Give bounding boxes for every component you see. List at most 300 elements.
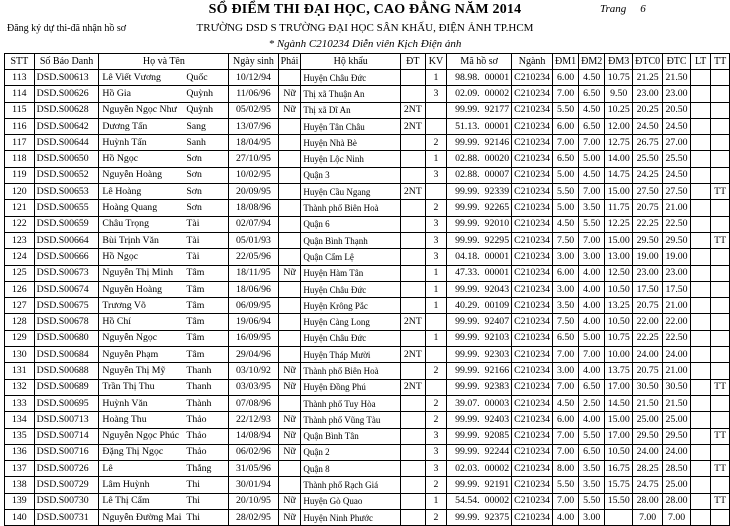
cell-hk: Quận Cẩm Lệ bbox=[301, 249, 401, 265]
cell-lt bbox=[690, 363, 710, 379]
cell-ma-ho-so-prefix: 99.99. bbox=[455, 283, 480, 295]
cell-lt bbox=[690, 330, 710, 346]
cell-ho: Nguyễn Hoàng bbox=[99, 281, 186, 297]
cell-ma-ho-so bbox=[447, 330, 512, 346]
cell-dm2: 4.50 bbox=[579, 167, 605, 183]
cell-dtc: 21.00 bbox=[663, 200, 691, 216]
cell-dm3: 14.50 bbox=[605, 395, 633, 411]
cell-dtc: 21.00 bbox=[663, 363, 691, 379]
cell-sbd: DSD.S00674 bbox=[34, 281, 99, 297]
cell-dt: 2NT bbox=[401, 347, 426, 363]
cell-ten: Tâm bbox=[186, 265, 228, 281]
cell-ma-ho-so bbox=[447, 86, 512, 102]
cell-dt bbox=[401, 167, 426, 183]
cell-kv: 3 bbox=[425, 428, 447, 444]
cell-hk: Huyện Tháp Mười bbox=[301, 347, 401, 363]
cell-ma-ho-so-number: 92403 bbox=[484, 413, 510, 425]
table-row bbox=[5, 249, 730, 265]
cell-dm1: 7.00 bbox=[553, 493, 579, 509]
cell-nganh: C210234 bbox=[512, 461, 553, 477]
cell-ns: 14/08/94 bbox=[229, 428, 278, 444]
cell-sbd: DSD.S00628 bbox=[34, 102, 99, 118]
cell-ma-ho-so bbox=[447, 70, 512, 86]
cell-stt: 140 bbox=[5, 510, 35, 526]
cell-nganh: C210234 bbox=[512, 118, 553, 134]
cell-ma-ho-so-prefix: 02.88. bbox=[455, 153, 480, 165]
cell-ten: Sơn bbox=[186, 167, 228, 183]
cell-sbd: DSD.S00689 bbox=[34, 379, 99, 395]
cell-nganh: C210234 bbox=[512, 347, 553, 363]
cell-ten: Thảo bbox=[186, 412, 228, 428]
cell-dm2: 7.00 bbox=[579, 232, 605, 248]
cell-dm3: 12.50 bbox=[605, 265, 633, 281]
cell-dm1: 6.00 bbox=[553, 118, 579, 134]
cell-ns: 18/06/96 bbox=[229, 281, 278, 297]
cell-phai bbox=[278, 232, 301, 248]
cell-ma-ho-so bbox=[447, 298, 512, 314]
cell-ns: 20/09/95 bbox=[229, 184, 278, 200]
cell-dt bbox=[401, 444, 426, 460]
table-row bbox=[5, 151, 730, 167]
cell-ten: Thi bbox=[186, 510, 228, 526]
cell-dm2: 3.50 bbox=[579, 461, 605, 477]
cell-dtc: 30.50 bbox=[663, 379, 691, 395]
cell-dtc: 21.00 bbox=[663, 298, 691, 314]
cell-dtc: 25.50 bbox=[663, 151, 691, 167]
cell-dm3: 16.75 bbox=[605, 461, 633, 477]
cell-stt: 134 bbox=[5, 412, 35, 428]
cell-tt: TT bbox=[711, 493, 730, 509]
cell-dt bbox=[401, 428, 426, 444]
cell-dtc0: 24.50 bbox=[633, 118, 663, 134]
page-number: 6 bbox=[640, 3, 646, 15]
cell-dtc0: 24.00 bbox=[633, 444, 663, 460]
cell-dt: 2NT bbox=[401, 184, 426, 200]
cell-sbd: DSD.S00729 bbox=[34, 477, 99, 493]
cell-sbd: DSD.S00655 bbox=[34, 200, 99, 216]
cell-dm1: 6.00 bbox=[553, 265, 579, 281]
cell-kv: 3 bbox=[425, 444, 447, 460]
cell-hk: Quận Bình Thạnh bbox=[301, 232, 401, 248]
cell-kv: 2 bbox=[425, 395, 447, 411]
cell-ma-ho-so-prefix: 99.99. bbox=[455, 348, 480, 360]
cell-dm1: 7.00 bbox=[553, 379, 579, 395]
cell-sbd: DSD.S00644 bbox=[34, 135, 99, 151]
cell-dtc: 20.50 bbox=[663, 102, 691, 118]
cell-dtc: 23.00 bbox=[663, 265, 691, 281]
cell-kv: 3 bbox=[425, 216, 447, 232]
cell-hk: Thành phố Biên Hoà bbox=[301, 200, 401, 216]
cell-stt: 118 bbox=[5, 151, 35, 167]
cell-hk: Huyện Tân Châu bbox=[301, 118, 401, 134]
cell-kv: 1 bbox=[425, 330, 447, 346]
cell-sbd: DSD.S00652 bbox=[34, 167, 99, 183]
cell-hk: Thị xã Dĩ An bbox=[301, 102, 401, 118]
cell-kv bbox=[425, 102, 447, 118]
cell-tt: TT bbox=[711, 184, 730, 200]
cell-hk: Huyện Ninh Phước bbox=[301, 510, 401, 526]
col-header: LT bbox=[690, 54, 710, 70]
cell-dm2: 3.50 bbox=[579, 477, 605, 493]
col-header: ĐT bbox=[401, 54, 426, 70]
cell-stt: 113 bbox=[5, 70, 35, 86]
cell-dm2: 6.50 bbox=[579, 379, 605, 395]
cell-dt: 2NT bbox=[401, 314, 426, 330]
cell-nganh: C210234 bbox=[512, 70, 553, 86]
cell-tt bbox=[711, 70, 730, 86]
cell-dtc0: 30.50 bbox=[633, 379, 663, 395]
cell-phai bbox=[278, 330, 301, 346]
table-row bbox=[5, 118, 730, 134]
cell-phai: Nữ bbox=[278, 412, 301, 428]
cell-ten: Tài bbox=[186, 249, 228, 265]
cell-kv bbox=[425, 184, 447, 200]
cell-ho: Nguyễn Ngọc Phúc bbox=[99, 428, 186, 444]
cell-stt: 114 bbox=[5, 86, 35, 102]
cell-dm3 bbox=[605, 510, 633, 526]
cell-ma-ho-so bbox=[447, 493, 512, 509]
cell-dtc: 22.50 bbox=[663, 216, 691, 232]
cell-ho: Hồ Ngọc bbox=[99, 249, 186, 265]
cell-ten: Thi bbox=[186, 493, 228, 509]
col-header: Số Báo Danh bbox=[34, 54, 99, 70]
cell-dm1: 7.00 bbox=[553, 86, 579, 102]
cell-ma-ho-so-prefix: 02.09. bbox=[455, 87, 480, 99]
col-header: ĐM1 bbox=[553, 54, 579, 70]
cell-ma-ho-so-prefix: 40.29. bbox=[455, 299, 480, 311]
cell-hk: Quận 6 bbox=[301, 216, 401, 232]
col-header: KV bbox=[425, 54, 447, 70]
col-header: Mã hồ sơ bbox=[447, 54, 512, 70]
cell-nganh: C210234 bbox=[512, 330, 553, 346]
cell-ma-ho-so-number: 92244 bbox=[484, 446, 510, 458]
cell-dm2: 5.50 bbox=[579, 428, 605, 444]
cell-lt bbox=[690, 118, 710, 134]
cell-ns: 05/02/95 bbox=[229, 102, 278, 118]
cell-tt bbox=[711, 86, 730, 102]
cell-kv bbox=[425, 118, 447, 134]
cell-nganh: C210234 bbox=[512, 395, 553, 411]
cell-ho: Lê Viết Vương bbox=[99, 70, 186, 86]
cell-dtc: 21.50 bbox=[663, 395, 691, 411]
cell-nganh: C210234 bbox=[512, 184, 553, 200]
cell-dtc0: 24.00 bbox=[633, 347, 663, 363]
cell-kv: 3 bbox=[425, 232, 447, 248]
cell-dt bbox=[401, 298, 426, 314]
cell-dm2: 6.50 bbox=[579, 118, 605, 134]
cell-ns: 10/02/95 bbox=[229, 167, 278, 183]
cell-dtc: 28.00 bbox=[663, 493, 691, 509]
cell-dt bbox=[401, 363, 426, 379]
cell-phai bbox=[278, 461, 301, 477]
cell-dm1: 3.00 bbox=[553, 249, 579, 265]
cell-dm2: 5.00 bbox=[579, 330, 605, 346]
cell-ma-ho-so-number: 92339 bbox=[484, 185, 510, 197]
cell-ma-ho-so-number: 00001 bbox=[484, 267, 510, 279]
cell-lt bbox=[690, 477, 710, 493]
cell-nganh: C210234 bbox=[512, 86, 553, 102]
cell-phai: Nữ bbox=[278, 265, 301, 281]
cell-nganh: C210234 bbox=[512, 216, 553, 232]
cell-kv bbox=[425, 314, 447, 330]
cell-sbd: DSD.S00695 bbox=[34, 395, 99, 411]
cell-dm1: 6.00 bbox=[553, 70, 579, 86]
cell-ho: Lê Hoàng bbox=[99, 184, 186, 200]
cell-stt: 130 bbox=[5, 347, 35, 363]
cell-dm1: 7.50 bbox=[553, 314, 579, 330]
cell-dtc0: 19.00 bbox=[633, 249, 663, 265]
cell-ns: 22/12/93 bbox=[229, 412, 278, 428]
cell-ma-ho-so-prefix: 04.18. bbox=[455, 250, 480, 262]
cell-hk: Quận Bình Tân bbox=[301, 428, 401, 444]
cell-dm1: 7.00 bbox=[553, 135, 579, 151]
cell-dm1: 7.00 bbox=[553, 444, 579, 460]
cell-sbd: DSD.S00673 bbox=[34, 265, 99, 281]
table-row bbox=[5, 86, 730, 102]
cell-ma-ho-so-number: 00007 bbox=[484, 169, 510, 181]
cell-nganh: C210234 bbox=[512, 412, 553, 428]
cell-ma-ho-so-number: 00001 bbox=[484, 71, 510, 83]
cell-lt bbox=[690, 151, 710, 167]
cell-ns: 03/10/92 bbox=[229, 363, 278, 379]
table-row bbox=[5, 363, 730, 379]
cell-hk: Quận 3 bbox=[301, 167, 401, 183]
cell-sbd: DSD.S00650 bbox=[34, 151, 99, 167]
cell-hk: Huyện Hàm Tân bbox=[301, 265, 401, 281]
cell-kv: 2 bbox=[425, 412, 447, 428]
cell-stt: 127 bbox=[5, 298, 35, 314]
cell-tt bbox=[711, 363, 730, 379]
cell-tt bbox=[711, 395, 730, 411]
cell-ma-ho-so bbox=[447, 477, 512, 493]
cell-tt bbox=[711, 118, 730, 134]
cell-dtc: 19.00 bbox=[663, 249, 691, 265]
cell-ma-ho-so bbox=[447, 444, 512, 460]
table-row bbox=[5, 510, 730, 526]
cell-phai bbox=[278, 249, 301, 265]
cell-dt bbox=[401, 216, 426, 232]
cell-dt bbox=[401, 412, 426, 428]
cell-dtc: 27.00 bbox=[663, 135, 691, 151]
cell-sbd: DSD.S00688 bbox=[34, 363, 99, 379]
cell-nganh: C210234 bbox=[512, 200, 553, 216]
cell-lt bbox=[690, 493, 710, 509]
col-header: ĐTC bbox=[663, 54, 691, 70]
cell-dm3: 10.50 bbox=[605, 444, 633, 460]
col-header: Ngày sinh bbox=[229, 54, 278, 70]
table-row bbox=[5, 461, 730, 477]
cell-stt: 121 bbox=[5, 200, 35, 216]
cell-phai bbox=[278, 135, 301, 151]
cell-dm2: 7.00 bbox=[579, 135, 605, 151]
cell-dm3: 14.75 bbox=[605, 167, 633, 183]
cell-stt: 122 bbox=[5, 216, 35, 232]
cell-nganh: C210234 bbox=[512, 363, 553, 379]
cell-stt: 120 bbox=[5, 184, 35, 200]
cell-stt: 132 bbox=[5, 379, 35, 395]
table-row bbox=[5, 493, 730, 509]
cell-stt: 129 bbox=[5, 330, 35, 346]
cell-ma-ho-so-number: 00001 bbox=[484, 120, 510, 132]
cell-hk: Huyện Gò Quao bbox=[301, 493, 401, 509]
cell-dtc0: 20.75 bbox=[633, 298, 663, 314]
cell-phai bbox=[278, 167, 301, 183]
table-row bbox=[5, 395, 730, 411]
cell-ten: Sanh bbox=[186, 135, 228, 151]
cell-phai bbox=[278, 314, 301, 330]
cell-sbd: DSD.S00613 bbox=[34, 70, 99, 86]
cell-dm2: 4.00 bbox=[579, 363, 605, 379]
cell-hk: Huyện Lộc Ninh bbox=[301, 151, 401, 167]
cell-tt bbox=[711, 444, 730, 460]
cell-ma-ho-so bbox=[447, 510, 512, 526]
cell-stt: 131 bbox=[5, 363, 35, 379]
cell-lt bbox=[690, 102, 710, 118]
cell-nganh: C210234 bbox=[512, 493, 553, 509]
cell-lt bbox=[690, 298, 710, 314]
cell-phai bbox=[278, 298, 301, 314]
cell-ho: Hồ Chí bbox=[99, 314, 186, 330]
cell-ma-ho-so bbox=[447, 395, 512, 411]
cell-dtc0: 28.25 bbox=[633, 461, 663, 477]
cell-phai bbox=[278, 118, 301, 134]
cell-dtc: 28.50 bbox=[663, 461, 691, 477]
cell-dm3: 10.50 bbox=[605, 314, 633, 330]
cell-lt bbox=[690, 379, 710, 395]
report-title: SỔ ĐIỂM THI ĐẠI HỌC, CAO ĐẲNG NĂM 2014 bbox=[208, 2, 522, 17]
cell-tt bbox=[711, 330, 730, 346]
table-row bbox=[5, 216, 730, 232]
cell-ma-ho-so-number: 92303 bbox=[484, 348, 510, 360]
cell-ma-ho-so bbox=[447, 281, 512, 297]
cell-ten: Tâm bbox=[186, 314, 228, 330]
cell-phai bbox=[278, 216, 301, 232]
score-table bbox=[4, 53, 730, 526]
cell-ho: Nguyễn Đường Mai bbox=[99, 510, 186, 526]
table-row bbox=[5, 265, 730, 281]
cell-nganh: C210234 bbox=[512, 265, 553, 281]
cell-dm2: 6.50 bbox=[579, 444, 605, 460]
cell-nganh: C210234 bbox=[512, 298, 553, 314]
cell-phai bbox=[278, 395, 301, 411]
cell-kv: 3 bbox=[425, 86, 447, 102]
cell-dm3: 10.25 bbox=[605, 102, 633, 118]
cell-dtc0: 7.00 bbox=[633, 510, 663, 526]
cell-lt bbox=[690, 510, 710, 526]
cell-tt bbox=[711, 265, 730, 281]
cell-dtc0: 17.50 bbox=[633, 281, 663, 297]
cell-hk: Huyện Krông Pắc bbox=[301, 298, 401, 314]
cell-nganh: C210234 bbox=[512, 510, 553, 526]
cell-phai bbox=[278, 281, 301, 297]
page-indicator bbox=[600, 3, 646, 15]
cell-dtc: 21.50 bbox=[663, 70, 691, 86]
cell-dtc: 22.50 bbox=[663, 330, 691, 346]
cell-ma-ho-so-number: 00002 bbox=[484, 87, 510, 99]
cell-ten: Thảo bbox=[186, 444, 228, 460]
cell-dtc0: 22.25 bbox=[633, 216, 663, 232]
cell-hk: Huyện Nhà Bè bbox=[301, 135, 401, 151]
cell-dtc: 27.50 bbox=[663, 184, 691, 200]
cell-ns: 07/08/96 bbox=[229, 395, 278, 411]
cell-ma-ho-so bbox=[447, 379, 512, 395]
cell-dt bbox=[401, 200, 426, 216]
cell-stt: 117 bbox=[5, 135, 35, 151]
cell-ma-ho-so-number: 00003 bbox=[484, 397, 510, 409]
cell-dm3: 10.00 bbox=[605, 347, 633, 363]
cell-dtc0: 25.00 bbox=[633, 412, 663, 428]
cell-ten: Thắng bbox=[186, 461, 228, 477]
cell-ho: Nguyễn Ngọc Như bbox=[99, 102, 186, 118]
cell-hk: Huyện Châu Đức bbox=[301, 330, 401, 346]
cell-stt: 115 bbox=[5, 102, 35, 118]
cell-dm1: 7.00 bbox=[553, 428, 579, 444]
cell-dtc0: 22.00 bbox=[633, 314, 663, 330]
cell-lt bbox=[690, 395, 710, 411]
cell-ho: Nguyễn Thị Minh bbox=[99, 265, 186, 281]
cell-dtc: 7.00 bbox=[663, 510, 691, 526]
cell-hk: Thành phố Vũng Tàu bbox=[301, 412, 401, 428]
cell-ma-ho-so-number: 92265 bbox=[484, 202, 510, 214]
cell-ho: Huỳnh Tấn bbox=[99, 135, 186, 151]
cell-kv: 1 bbox=[425, 298, 447, 314]
col-header: ĐTC0 bbox=[633, 54, 663, 70]
cell-kv bbox=[425, 379, 447, 395]
cell-lt bbox=[690, 184, 710, 200]
cell-ma-ho-so-number: 92146 bbox=[484, 136, 510, 148]
cell-kv: 2 bbox=[425, 135, 447, 151]
cell-ho: Nguyễn Hoàng bbox=[99, 167, 186, 183]
cell-sbd: DSD.S00664 bbox=[34, 232, 99, 248]
cell-sbd: DSD.S00680 bbox=[34, 330, 99, 346]
table-row bbox=[5, 102, 730, 118]
cell-dm3: 12.25 bbox=[605, 216, 633, 232]
cell-ho: Châu Trọng bbox=[99, 216, 186, 232]
cell-nganh: C210234 bbox=[512, 151, 553, 167]
cell-sbd: DSD.S00714 bbox=[34, 428, 99, 444]
cell-dtc: 24.50 bbox=[663, 167, 691, 183]
cell-dt bbox=[401, 330, 426, 346]
cell-dm1: 5.00 bbox=[553, 167, 579, 183]
cell-dtc: 23.00 bbox=[663, 86, 691, 102]
cell-ma-ho-so-prefix: 99.99. bbox=[455, 381, 480, 393]
cell-dm3: 9.50 bbox=[605, 86, 633, 102]
cell-ten: Sơn bbox=[186, 184, 228, 200]
col-header: Hộ khẩu bbox=[301, 54, 401, 70]
cell-ten: Quỳnh bbox=[186, 86, 228, 102]
cell-ma-ho-so-prefix: 99.99. bbox=[455, 413, 480, 425]
cell-ma-ho-so bbox=[447, 216, 512, 232]
cell-ma-ho-so bbox=[447, 135, 512, 151]
cell-dt bbox=[401, 249, 426, 265]
cell-dm2: 5.50 bbox=[579, 216, 605, 232]
cell-ho: Huỳnh Văn bbox=[99, 395, 186, 411]
cell-dt bbox=[401, 477, 426, 493]
table-row bbox=[5, 428, 730, 444]
cell-ma-ho-so-prefix: 99.99. bbox=[455, 364, 480, 376]
cell-ma-ho-so-prefix: 98.98. bbox=[455, 71, 480, 83]
cell-ma-ho-so-prefix: 99.99. bbox=[455, 430, 480, 442]
cell-stt: 123 bbox=[5, 232, 35, 248]
cell-nganh: C210234 bbox=[512, 428, 553, 444]
cell-ma-ho-so-prefix: 02.88. bbox=[455, 169, 480, 181]
cell-tt bbox=[711, 298, 730, 314]
cell-dtc0: 29.50 bbox=[633, 232, 663, 248]
cell-dm2: 6.50 bbox=[579, 86, 605, 102]
cell-dm3: 15.75 bbox=[605, 477, 633, 493]
cell-stt: 116 bbox=[5, 118, 35, 134]
cell-ho: Trương Võ bbox=[99, 298, 186, 314]
